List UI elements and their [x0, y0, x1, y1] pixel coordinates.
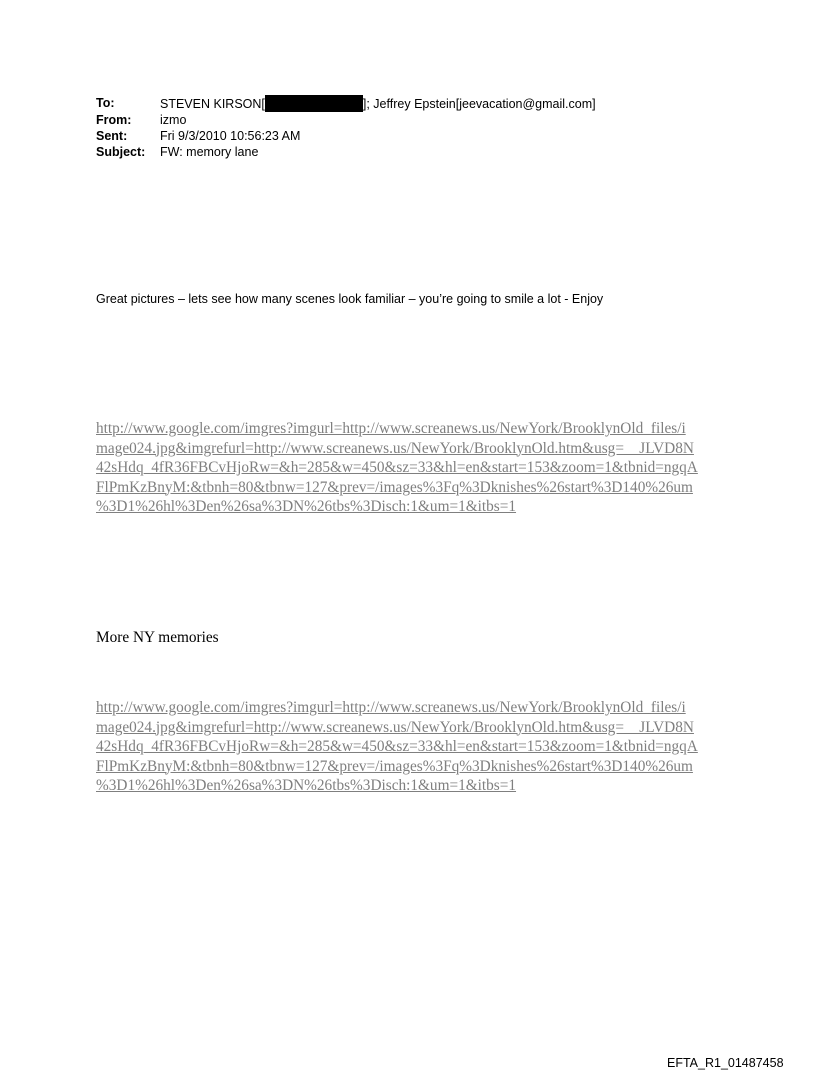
email-header — [96, 95, 596, 160]
subject-label: Subject: — [96, 145, 146, 159]
to-name: STEVEN KIRSON[ — [160, 97, 265, 111]
sent-label: Sent: — [96, 129, 128, 143]
sent-value: Fri 9/3/2010 10:56:23 AM — [160, 129, 301, 143]
link-line: %3D1%26hl%3Den%26sa%3DN%26tbs%3Disch:1&um=1&itbs=1 — [96, 777, 517, 794]
link-line: mage024.jpg&imgrefurl=http://www.screanews.us/NewYork/BrooklynOld.htm&usg=__JLVD8N — [96, 718, 694, 736]
link-line: FlPmKzBnyM:&tbnh=80&tbnw=127&prev=/images%3Fq%3Dknishes%26start%3D140%26um — [96, 478, 693, 496]
document-id: EFTA_R1_01487458 — [667, 1056, 784, 1070]
to-row — [96, 95, 596, 112]
from-label: From: — [96, 113, 132, 127]
to-recipients-rest: ]; Jeffrey Epstein[jeevacation@gmail.com] — [362, 97, 596, 111]
to-value — [160, 95, 596, 112]
link-line: 42sHdq_4fR36FBCvHjoRw=&h=285&w=450&sz=33&hl=en&start=153&zoom=1&tbnid=ngqA — [96, 738, 698, 755]
link-line: http://www.google.com/imgres?imgurl=http://www.screanews.us/NewYork/BrooklynOld_files/i — [96, 420, 686, 437]
sent-row — [96, 128, 596, 144]
memories-text: More NY memories — [96, 629, 219, 646]
image-link-1[interactable] — [96, 419, 736, 517]
subject-value: FW: memory lane — [160, 145, 259, 159]
link-line: FlPmKzBnyM:&tbnh=80&tbnw=127&prev=/images%3Fq%3Dknishes%26start%3D140%26um — [96, 757, 693, 775]
image-link-2[interactable] — [96, 698, 736, 796]
redaction-box — [265, 95, 363, 112]
to-label: To: — [96, 96, 115, 110]
subject-row — [96, 144, 596, 160]
from-row — [96, 112, 596, 128]
email-body-text: Great pictures – lets see how many scenes look familiar – you’re going to smile a lot - Enjoy — [96, 292, 604, 306]
link-line: http://www.google.com/imgres?imgurl=http://www.screanews.us/NewYork/BrooklynOld_files/i — [96, 699, 686, 716]
link-line: mage024.jpg&imgrefurl=http://www.screanews.us/NewYork/BrooklynOld.htm&usg=__JLVD8N — [96, 439, 694, 457]
link-line: %3D1%26hl%3Den%26sa%3DN%26tbs%3Disch:1&um=1&itbs=1 — [96, 498, 517, 515]
from-value: izmo — [160, 113, 187, 127]
link-line: 42sHdq_4fR36FBCvHjoRw=&h=285&w=450&sz=33&hl=en&start=153&zoom=1&tbnid=ngqA — [96, 459, 698, 476]
